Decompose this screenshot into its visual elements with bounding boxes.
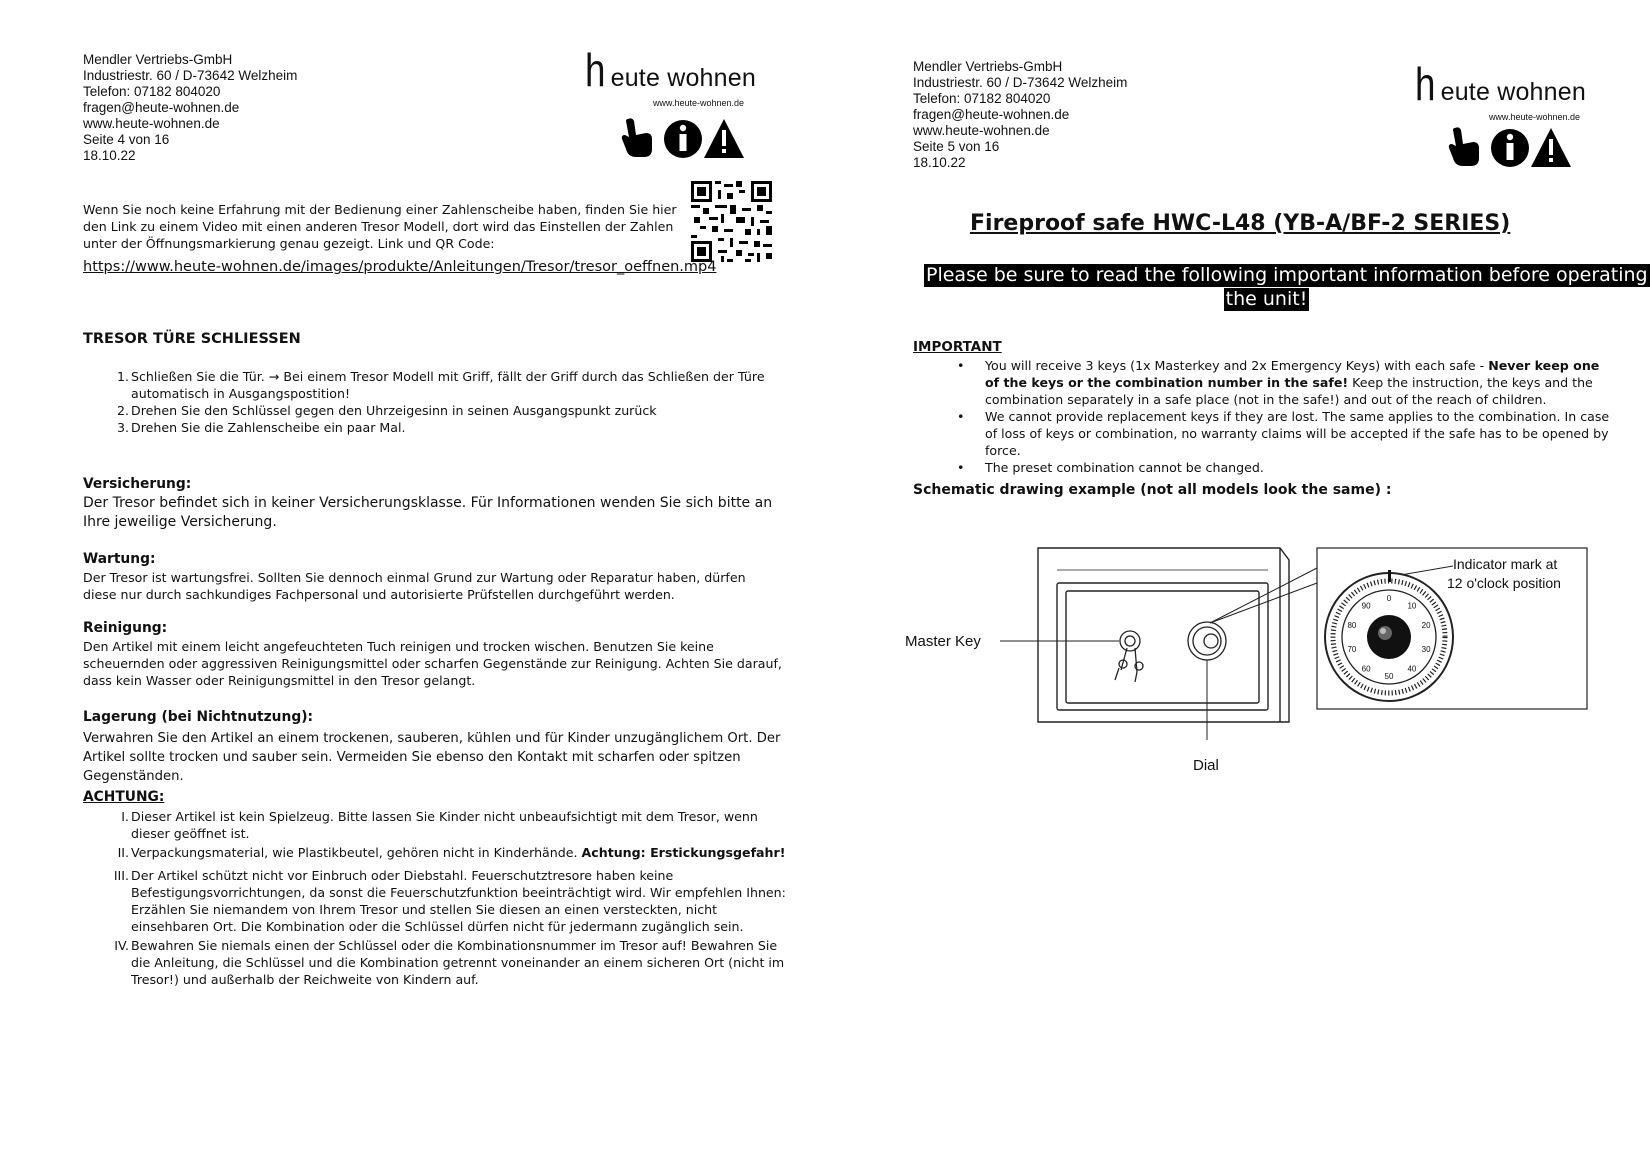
- video-qr-code[interactable]: [691, 181, 772, 262]
- dial-number: 0: [1386, 594, 1392, 603]
- important-list: [913, 357, 1613, 476]
- read-first-banner: [924, 264, 1648, 311]
- master-key-label: Master Key: [905, 633, 981, 650]
- sender-address: Industriestr. 60 / D-73642 Welzheim: [913, 75, 1128, 90]
- sender-company: Mendler Vertriebs-GmbH: [83, 52, 233, 67]
- safe-dial-icon: [1188, 622, 1226, 660]
- logo-letter: h: [585, 44, 606, 96]
- pointing-hand-icon: [1449, 127, 1479, 166]
- maintenance-heading: Wartung:: [83, 551, 156, 567]
- insurance-heading: Versicherung:: [83, 476, 192, 492]
- warning-icon: [1531, 128, 1571, 167]
- sender-website: www.heute-wohnen.de: [913, 123, 1050, 138]
- insurance-text: Der Tresor befindet sich in keiner Versicherungsklasse. Für Informationen wenden Sie sich bitte an Ihre jeweilige Versicherung.: [83, 495, 773, 530]
- sender-company: Mendler Vertriebs-GmbH: [913, 59, 1063, 74]
- important-heading: IMPORTANT: [913, 339, 1002, 355]
- list-item: 1. Schließen Sie die Tür. → Bei einem Tresor Modell mit Griff, fällt der Griff durch das Schließen der Türe automatisch in Ausgangspostition!: [116, 369, 765, 401]
- list-item: 3. Drehen Sie die Zahlenscheibe ein paar Mal.: [116, 420, 406, 435]
- close-safe-heading: TRESOR TÜRE SCHLIESSEN: [83, 331, 301, 347]
- dial-detail: [1317, 548, 1587, 709]
- dial-number: 70: [1347, 645, 1357, 655]
- sender-phone: Telefon: 07182 804020: [83, 84, 221, 99]
- logo-letter: h: [1415, 58, 1436, 110]
- right-symbol-icons: [1447, 124, 1572, 170]
- sender-phone: Telefon: 07182 804020: [913, 91, 1051, 106]
- info-icon: [664, 120, 702, 158]
- cleaning-heading: Reinigung:: [83, 620, 168, 636]
- storage-text: Verwahren Sie den Artikel an einem trockenen, sauberen, kühlen und für Kinder unzugänglichem Ort. Der Artikel sollte trocken und sauber sein. Vermeiden Sie ebenso den Kontakt mit scharfen oder spitzen Gegenständen.: [83, 731, 781, 784]
- close-steps-list: [83, 368, 783, 436]
- video-link[interactable]: https://www.heute-wohnen.de/images/produkte/Anleitungen/Tresor/tresor_oeffnen.mp4: [83, 259, 717, 275]
- dial-label: Dial: [1193, 757, 1219, 774]
- left-logo: [585, 44, 760, 108]
- logo-word: eute wohnen: [610, 64, 756, 92]
- list-item: III. Der Artikel schützt nicht vor Einbruch oder Diebstahl. Feuerschutztresore haben keine Befestigungsvorrichtungen, da sonst die Feuerschutzfunktion beeinträchtigt wird. Wir empfehlen Ihnen: Erzählen Sie niemandem von Ihrem Tresor und stellen Sie diesen an einen versteckten, nicht einsehbaren Ort. Die Kombination oder die Schlüssel dürfen nicht für jedermann zugänglich sein.: [113, 868, 786, 934]
- schematic-heading: Schematic drawing example (not all models look the same) :: [913, 482, 1392, 498]
- sender-address: Industriestr. 60 / D-73642 Welzheim: [83, 68, 298, 83]
- indicator-label-line-2: 12 o'clock position: [1447, 575, 1561, 591]
- dial-number: 50: [1384, 672, 1394, 681]
- warning-heading: ACHTUNG:: [83, 789, 165, 805]
- dial-number: 30: [1421, 645, 1431, 655]
- sender-email: fragen@heute-wohnen.de: [913, 107, 1070, 122]
- logo-url: www.heute-wohnen.de: [1488, 112, 1580, 122]
- right-sender-block: [913, 59, 1127, 171]
- list-item: II. Verpackungsmaterial, wie Plastikbeutel, gehören nicht in Kinderhände. Achtung: Erstickungsgefahr!: [117, 845, 786, 860]
- storage-heading: Lagerung (bei Nichtnutzung):: [83, 709, 314, 725]
- left-sender-block: [83, 52, 297, 164]
- logo-word: eute wohnen: [1440, 78, 1586, 106]
- cleaning-text: Den Artikel mit einem leicht angefeuchteten Tuch reinigen und trocken wischen. Benutzen Sie keine scheuernden oder aggressiven Reinigungsmittel oder scharfen Gegenstände zur Reinigung. Achten Sie darauf, dass kein Wasser oder Reinigungsmittel in den Tresor gelangt.: [83, 639, 782, 688]
- list-item: I. Dieser Artikel ist kein Spielzeug. Bitte lassen Sie Kinder nicht unbeaufsichtigt mit dem Tresor, wenn dieser geöffnet ist.: [121, 809, 758, 841]
- list-item: IV. Bewahren Sie niemals einen der Schlüssel oder die Kombinationsnummer im Tresor auf! Bewahren Sie die Anleitung, die Schlüssel und die Kombination getrennt voneinander an einem sicheren Ort (nicht im Tresor!) und außerhalb der Reichweite von Kindern auf.: [114, 938, 785, 987]
- dial-number: 40: [1407, 664, 1417, 674]
- list-item: • You will receive 3 keys (1x Masterkey and 2x Emergency Keys) with each safe - Never keep one of the keys or the combination number in the safe! Keep the instruction, the keys and the combination separately in a safe place (not in the safe!) and out of the reach of children.: [957, 358, 1600, 407]
- video-intro-text: Wenn Sie noch keine Erfahrung mit der Bedienung einer Zahlenscheibe haben, finden Sie hier den Link zu einem Video mit einen anderen Tresor Modell, dort wird das Einstellen der Zahlen unter der Öffnungsmarkierung genau gezeigt. Link und QR Code:: [83, 202, 677, 251]
- dial-number: 10: [1407, 601, 1417, 611]
- dial-number: 90: [1361, 601, 1371, 611]
- safe-body: [1038, 548, 1289, 722]
- safe-schematic-drawing: [905, 540, 1605, 780]
- list-item: 2. Drehen Sie den Schlüssel gegen den Uhrzeigesinn in seinen Ausgangspunkt zurück: [116, 403, 657, 418]
- dial-number: 60: [1361, 664, 1371, 674]
- sender-email: fragen@heute-wohnen.de: [83, 100, 240, 115]
- right-logo: [1415, 58, 1590, 122]
- logo-url: www.heute-wohnen.de: [652, 98, 744, 108]
- list-item: • The preset combination cannot be changed.: [957, 460, 1264, 475]
- indicator-label-line-1: Indicator mark at: [1453, 556, 1558, 572]
- page-number: Seite 5 von 16: [913, 139, 1000, 154]
- banner-line-2: the unit!: [1225, 288, 1308, 310]
- dial-number: 80: [1347, 620, 1357, 630]
- sender-website: www.heute-wohnen.de: [83, 116, 220, 131]
- list-item: • We cannot provide replacement keys if they are lost. The same applies to the combination. In case of loss of keys or combination, no warranty claims will be accepted if the safe has to be opened by force.: [957, 409, 1610, 458]
- master-key-icon: [1115, 631, 1143, 682]
- document-date: 18.10.22: [83, 148, 136, 163]
- info-icon: [1491, 129, 1529, 167]
- document-date: 18.10.22: [913, 155, 966, 170]
- page-number: Seite 4 von 16: [83, 132, 170, 147]
- dial-number: 20: [1421, 620, 1431, 630]
- product-title: Fireproof safe HWC-L48 (YB-A/BF-2 SERIES): [970, 211, 1511, 236]
- pointing-hand-icon: [622, 118, 652, 157]
- banner-line-1: Please be sure to read the following important information before operating: [926, 264, 1648, 286]
- left-symbol-icons: [620, 115, 745, 161]
- warning-icon: [704, 119, 744, 158]
- warnings-list: [83, 808, 793, 988]
- maintenance-text: Der Tresor ist wartungsfrei. Sollten Sie dennoch einmal Grund zur Wartung oder Reparatur haben, dürfen diese nur durch sachkundiges Fachpersonal und autorisierte Prüfstellen durchgeführt werden.: [83, 570, 746, 602]
